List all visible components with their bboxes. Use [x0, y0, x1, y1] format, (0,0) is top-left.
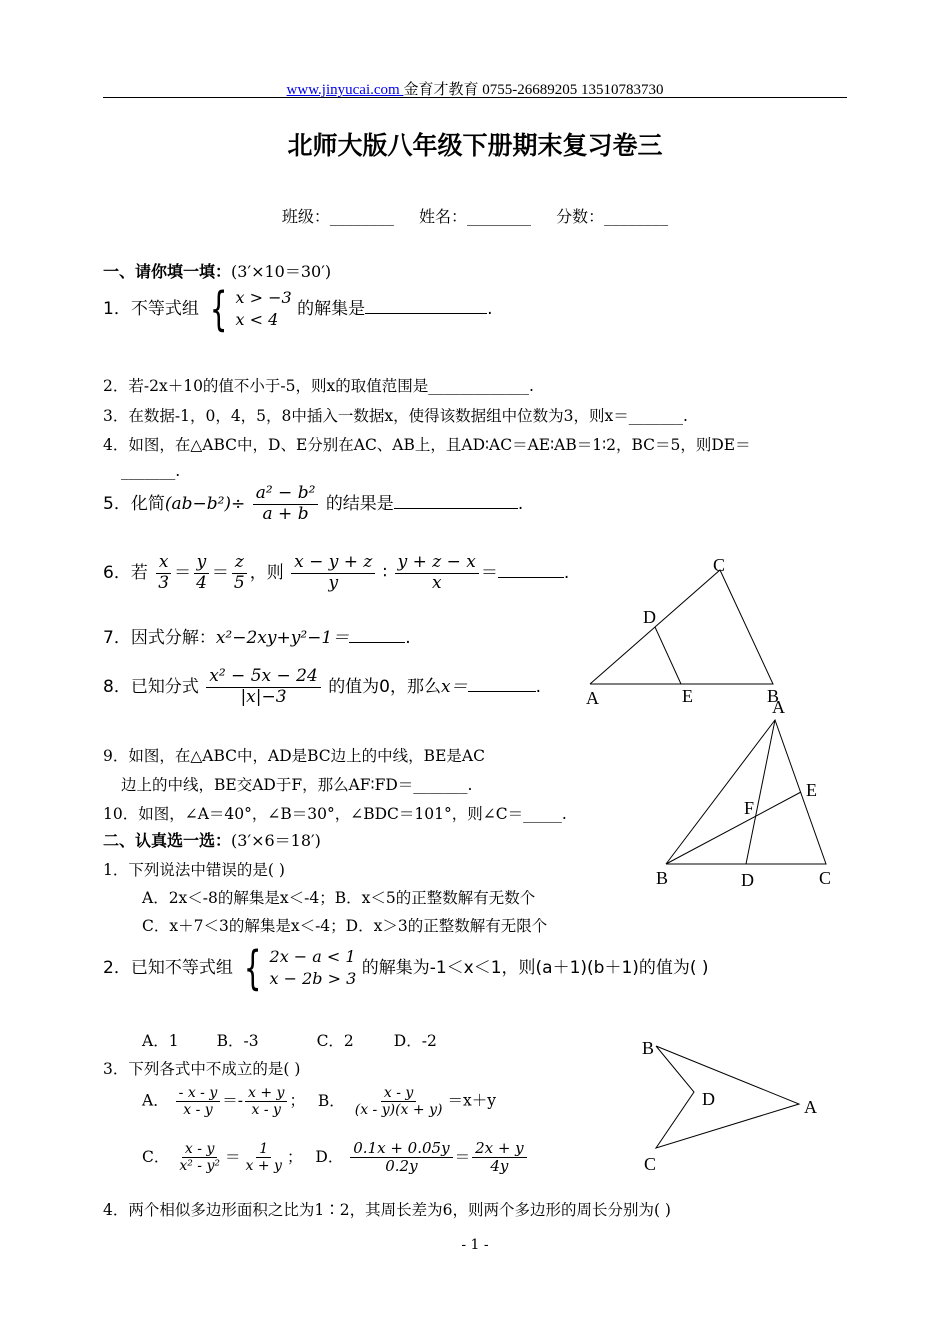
- q6-f4d: y: [328, 572, 339, 593]
- figure-2-triangle: [650, 696, 850, 892]
- q6-frac-right: [395, 553, 479, 593]
- q6-f2d: 4: [196, 572, 207, 593]
- question-10: 10．如图，∠A＝40°，∠B＝30°，∠BDC＝101°，则∠C＝_____.: [103, 805, 567, 823]
- c3-d-ld: 0.2y: [385, 1157, 418, 1176]
- brace-icon: {: [210, 282, 228, 336]
- fig1-triangle-abc: [590, 570, 773, 684]
- c3-b-rhs: ＝x＋y: [447, 1091, 496, 1110]
- q5-fraction: [253, 484, 319, 524]
- fig1-label-a: A: [586, 688, 599, 708]
- c3-c-right-frac: [243, 1141, 285, 1174]
- q6-f3n: z: [232, 553, 247, 574]
- c3-a-right-frac: [245, 1085, 287, 1118]
- c3-d-rd: 4y: [490, 1157, 509, 1176]
- q5-den: a + b: [262, 503, 309, 524]
- q7-end: .: [405, 628, 411, 648]
- c2-system: [238, 941, 357, 995]
- c3-d-label: D．: [315, 1147, 344, 1166]
- c3-sep1: ；: [289, 1091, 305, 1110]
- c3-b-d: (x - y)(x + y): [354, 1102, 443, 1119]
- c3-b-n: x - y: [381, 1085, 416, 1102]
- c3-a-ln: - x - y: [176, 1085, 221, 1102]
- fig2-triangle-abc: [666, 720, 826, 864]
- c3-c-ld: x² - y²: [179, 1158, 220, 1175]
- question-4-line1: 4．如图，在△ABC中，D、E分别在AC、AB上，且AD∶AC＝AE∶AB＝1∶2，BC＝5，则DE＝: [103, 436, 751, 454]
- q6-f4n: x − y + z: [291, 553, 375, 574]
- question-5: [103, 484, 523, 524]
- choice-1-options-ab: A．2x＜-8的解集是x＜-4；B．x＜5的正整数解有无数个: [142, 889, 536, 907]
- q6-frac-left: [291, 553, 375, 593]
- page-number: - 1 -: [461, 1237, 489, 1253]
- fig2-label-a: A: [772, 697, 785, 717]
- name-field: 姓名：________: [418, 207, 531, 226]
- c3-c-left-frac: [176, 1141, 223, 1174]
- q6-eq: ＝: [480, 563, 498, 584]
- fig1-label-d: D: [643, 607, 656, 627]
- q8-blank[interactable]: [468, 690, 536, 692]
- fig2-label-d: D: [741, 870, 754, 890]
- c3-a-left-frac: [176, 1085, 221, 1118]
- q6-mid: ，则: [249, 563, 284, 584]
- c2-row1: 2x − a < 1: [269, 947, 356, 967]
- q8-mid: 的值为0，那么: [328, 677, 442, 698]
- header-rule: [103, 97, 847, 98]
- c2-option-b[interactable]: B．-3: [216, 1032, 259, 1050]
- section2-points: (3′×6＝18′): [231, 831, 321, 850]
- fig3-label-c: C: [644, 1154, 657, 1174]
- section2-title: 二、认真选一选：: [103, 831, 232, 850]
- c3-d-rn: 2x + y: [472, 1140, 527, 1158]
- c2-row2: x − 2b > 3: [269, 969, 357, 988]
- fig2-label-c: C: [819, 868, 832, 888]
- fig1-label-b: B: [767, 686, 780, 706]
- choice-1-options-cd: C．x＋7＜3的解集是x＜-4；D．x＞3的正整数解有无限个: [142, 917, 548, 935]
- c3-a-eq: ＝-: [222, 1091, 244, 1110]
- fig2-label-f: F: [744, 798, 755, 818]
- c3-d-left-frac: [350, 1140, 452, 1176]
- c2-prefix: 2．已知不等式组: [103, 958, 233, 978]
- question-4-line2: _______.: [121, 462, 181, 480]
- choice-3-stem: 3．下列各式中不成立的是( ): [103, 1060, 301, 1078]
- c3-a-ld: x - y: [183, 1102, 213, 1119]
- q7-expr: x²−2xy+y²−1＝: [215, 628, 350, 648]
- page-title: 北师大版八年级下册期末复习卷三: [287, 131, 663, 160]
- c2-option-c[interactable]: C．2: [316, 1032, 354, 1050]
- question-6: 6．若 $\frac{x}{3}$ ＝ $\frac{y}{4}$ ＝ $\frac{z}{5}$ ，则 $\frac{x - y + z}{y}$ ∶ $\frac{y + z - x}{x}$ ＝ .: [103, 552, 570, 593]
- choice-2-stem: [103, 941, 709, 995]
- q1-suffix: 的解集是: [297, 299, 366, 319]
- class-field: 班级：________: [281, 207, 394, 226]
- question-7: [103, 623, 411, 648]
- c3-a-label: A．: [142, 1091, 169, 1110]
- c2-suffix: 的解集为-1＜x＜1，则(a＋1)(b＋1)的值为( ): [361, 958, 709, 978]
- c3-a-rn: x + y: [245, 1085, 287, 1102]
- q5-expr: (ab−b²)÷: [164, 494, 246, 515]
- q6-f1d: 3: [158, 572, 170, 593]
- section2-heading: [103, 828, 321, 851]
- c3-c-ln: x - y: [182, 1141, 217, 1158]
- q6-frac-x3: [155, 553, 172, 593]
- score-field: 分数：________: [556, 207, 669, 226]
- section1-title: 一、请你填一填：: [103, 262, 232, 281]
- fig2-median-be: [666, 792, 801, 864]
- fig2-median-ad: [746, 720, 775, 864]
- c2-option-d[interactable]: D．-2: [393, 1032, 437, 1050]
- q8-num: x² − 5x − 24: [206, 667, 321, 688]
- fig1-segment-de: [655, 627, 681, 684]
- question-8: [103, 667, 541, 707]
- q5-end: .: [517, 494, 524, 515]
- choice-2-options: [142, 1029, 437, 1051]
- q8-prefix: 8．已知分式: [103, 677, 199, 698]
- q6-blank[interactable]: [498, 576, 564, 578]
- fig2-label-b: B: [656, 868, 669, 888]
- q8-den: |x|−3: [240, 686, 287, 707]
- figure-3-quadrilateral: [636, 1034, 826, 1174]
- q6-f1n: x: [156, 553, 172, 574]
- q8-fraction: [206, 667, 321, 707]
- c3-d-eq: ＝: [454, 1147, 471, 1166]
- c3-b-frac: [352, 1085, 446, 1118]
- choice-3-options-ab: [142, 1085, 496, 1118]
- question-2: 2．若-2x＋10的值不小于-5，则x的取值范围是_____________.: [103, 377, 534, 395]
- header-link[interactable]: www.jinyucai.com: [286, 82, 404, 98]
- q6-frac-z5: [231, 553, 248, 593]
- q1-row1: x > −3: [235, 288, 292, 308]
- c3-c-rn: 1: [256, 1141, 271, 1158]
- q7-prefix: 7．因式分解：: [103, 628, 216, 648]
- brace-icon: {: [244, 941, 262, 995]
- q6-f3d: 5: [233, 572, 245, 593]
- section1-points: (3′×10＝30′): [231, 262, 332, 281]
- q6-f5d: x: [431, 572, 442, 593]
- q6-f5n: y + z − x: [395, 553, 479, 574]
- c2-option-a[interactable]: A．1: [142, 1032, 179, 1050]
- fig2-label-e: E: [806, 780, 817, 800]
- c3-d-ln: 0.1x + 0.05y: [350, 1140, 452, 1158]
- q6-end: .: [563, 563, 570, 584]
- c3-b-label: B．: [317, 1091, 345, 1110]
- c3-c-label: C．: [142, 1147, 170, 1166]
- q1-prefix: 1．不等式组: [103, 299, 199, 319]
- q5-blank[interactable]: [394, 507, 518, 509]
- q8-end: .: [535, 677, 542, 698]
- fig3-shape-abdc: [656, 1046, 799, 1148]
- question-1: [103, 282, 493, 336]
- c3-c-rd: x + y: [245, 1158, 282, 1175]
- q5-suffix: 的结果是: [325, 494, 394, 515]
- q6-prefix: 6．若: [103, 563, 148, 584]
- student-info: [0, 204, 950, 227]
- q1-end: .: [487, 299, 493, 319]
- q5-prefix: 5．化简: [103, 494, 165, 515]
- fig3-label-d: D: [702, 1089, 715, 1109]
- page-header: [0, 78, 950, 99]
- q8-var: x＝: [441, 677, 468, 698]
- c3-c-eq: ＝: [224, 1147, 241, 1166]
- question-9-line1: 9．如图，在△ABC中，AD是BC边上的中线，BE是AC: [103, 747, 485, 765]
- fig1-label-c: C: [713, 555, 726, 575]
- q7-blank[interactable]: [349, 641, 405, 643]
- q1-row2: x < 4: [235, 310, 279, 329]
- choice-4-stem: 4．两个相似多边形面积之比为1∶2，其周长差为6，则两个多边形的周长分别为( ): [103, 1201, 671, 1219]
- q1-system: [204, 282, 292, 336]
- question-9-line2: 边上的中线，BE交AD于F，那么AF∶FD＝_______.: [121, 776, 473, 794]
- fig3-label-b: B: [642, 1038, 655, 1058]
- q1-blank[interactable]: [365, 312, 487, 314]
- figure-1-triangle: [580, 552, 800, 712]
- fig3-label-a: A: [804, 1097, 817, 1117]
- c3-d-right-frac: [472, 1140, 527, 1176]
- q6-frac-y4: [193, 553, 210, 593]
- section1-heading: [103, 259, 331, 282]
- choice-3-options-cd: [142, 1140, 529, 1176]
- c3-a-rd: x - y: [251, 1102, 281, 1119]
- q6-f2n: y: [194, 553, 210, 574]
- header-contact: 金育才教育 0755-26689205 13510783730: [403, 82, 664, 98]
- choice-1-stem: 1．下列说法中错误的是( ): [103, 861, 285, 879]
- q5-num: a² − b²: [253, 484, 319, 505]
- question-3: 3．在数据-1，0，4，5，8中插入一数据x，使得该数据组中位数为3，则x＝_______.: [103, 407, 688, 425]
- fig1-label-e: E: [682, 686, 693, 706]
- c3-sep2: ；: [286, 1147, 303, 1166]
